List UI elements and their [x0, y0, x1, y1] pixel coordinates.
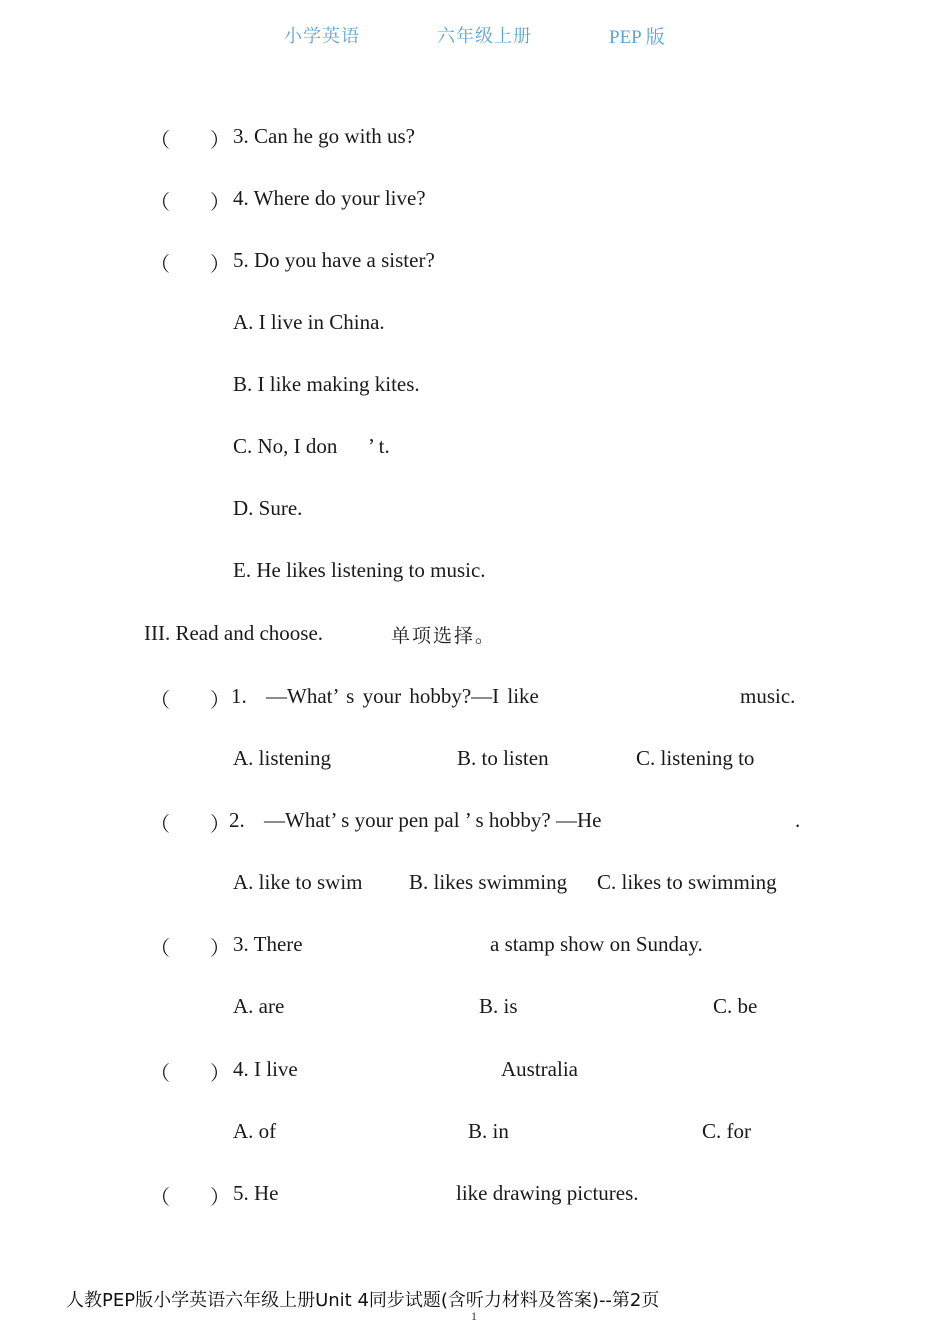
- question-1-stem-end: music.: [740, 684, 796, 708]
- question-1-option-b: B. to listen: [457, 746, 549, 770]
- question-2-option-b: B. likes swimming: [409, 870, 568, 894]
- question-4-option-c: C. for: [702, 1119, 751, 1143]
- answer-blank-open: （: [150, 814, 170, 836]
- answer-blank-close: ）: [210, 938, 230, 960]
- answer-blank-close: ）: [210, 254, 230, 276]
- match-answer-d: D. Sure.: [233, 496, 303, 520]
- question-3-option-c: C. be: [713, 994, 758, 1018]
- question-2-stem-end: .: [795, 808, 801, 832]
- question-1-option-a: A. listening: [233, 746, 331, 770]
- match-answer-a: A. I live in China.: [233, 310, 385, 334]
- answer-blank-close: ）: [210, 1063, 230, 1085]
- question-4-option-b: B. in: [468, 1119, 509, 1143]
- question-5-stem: 5. He: [233, 1181, 279, 1205]
- question-3-stem-end: a stamp show on Sunday.: [490, 932, 703, 956]
- answer-blank-open: （: [150, 938, 170, 960]
- question-5-stem-end: like drawing pictures.: [456, 1181, 639, 1205]
- answer-blank-open: （: [150, 254, 170, 276]
- answer-blank-open: （: [150, 1187, 170, 1209]
- match-answer-c-tail: ’ t.: [368, 434, 390, 458]
- match-question-3: 3. Can he go with us?: [233, 124, 415, 148]
- question-1-option-c: C. listening to: [636, 746, 755, 770]
- section-title: III. Read and choose.: [144, 621, 324, 645]
- answer-blank-close: ）: [210, 130, 230, 152]
- question-3-option-a: A. are: [233, 994, 285, 1018]
- match-answer-e: E. He likes listening to music.: [233, 558, 486, 582]
- match-answer-b: B. I like making kites.: [233, 372, 420, 396]
- answer-blank-close: ）: [210, 690, 230, 712]
- header-edition: PEP 版: [609, 27, 665, 48]
- answer-blank-open: （: [150, 690, 170, 712]
- question-4-stem-end: Australia: [501, 1057, 578, 1081]
- question-2-number: 2.: [229, 808, 245, 832]
- answer-blank-close: ）: [210, 1187, 230, 1209]
- question-2-stem: —What’ s your pen pal ’ s hobby? —He: [264, 808, 602, 832]
- question-2-option-a: A. like to swim: [233, 870, 363, 894]
- answer-blank-close: ）: [210, 814, 230, 836]
- question-2-option-c: C. likes to swimming: [597, 870, 777, 894]
- answer-blank-open: （: [150, 130, 170, 152]
- page-number: 1: [471, 1309, 477, 1323]
- answer-blank-close: ）: [210, 192, 230, 214]
- header-subject: 小学英语: [284, 26, 360, 47]
- answer-blank-open: （: [150, 1063, 170, 1085]
- question-3-option-b: B. is: [479, 994, 518, 1018]
- match-question-5: 5. Do you have a sister?: [233, 248, 435, 272]
- question-3-stem: 3. There: [233, 932, 303, 956]
- question-1-number: 1.: [231, 684, 247, 708]
- question-1-stem: —What’ s your hobby?—I like: [266, 684, 539, 708]
- answer-blank-open: （: [150, 192, 170, 214]
- question-4-stem: 4. I live: [233, 1057, 298, 1081]
- footer-document-title: 人教PEP版小学英语六年级上册Unit 4同步试题(含听力材料及答案)--第2页: [66, 1290, 660, 1311]
- match-question-4: 4. Where do your live?: [233, 186, 426, 210]
- header-grade: 六年级上册: [437, 26, 532, 47]
- question-4-option-a: A. of: [233, 1119, 277, 1143]
- match-answer-c: C. No, I don: [233, 434, 338, 458]
- section-title-cn: 单项选择。: [391, 625, 497, 647]
